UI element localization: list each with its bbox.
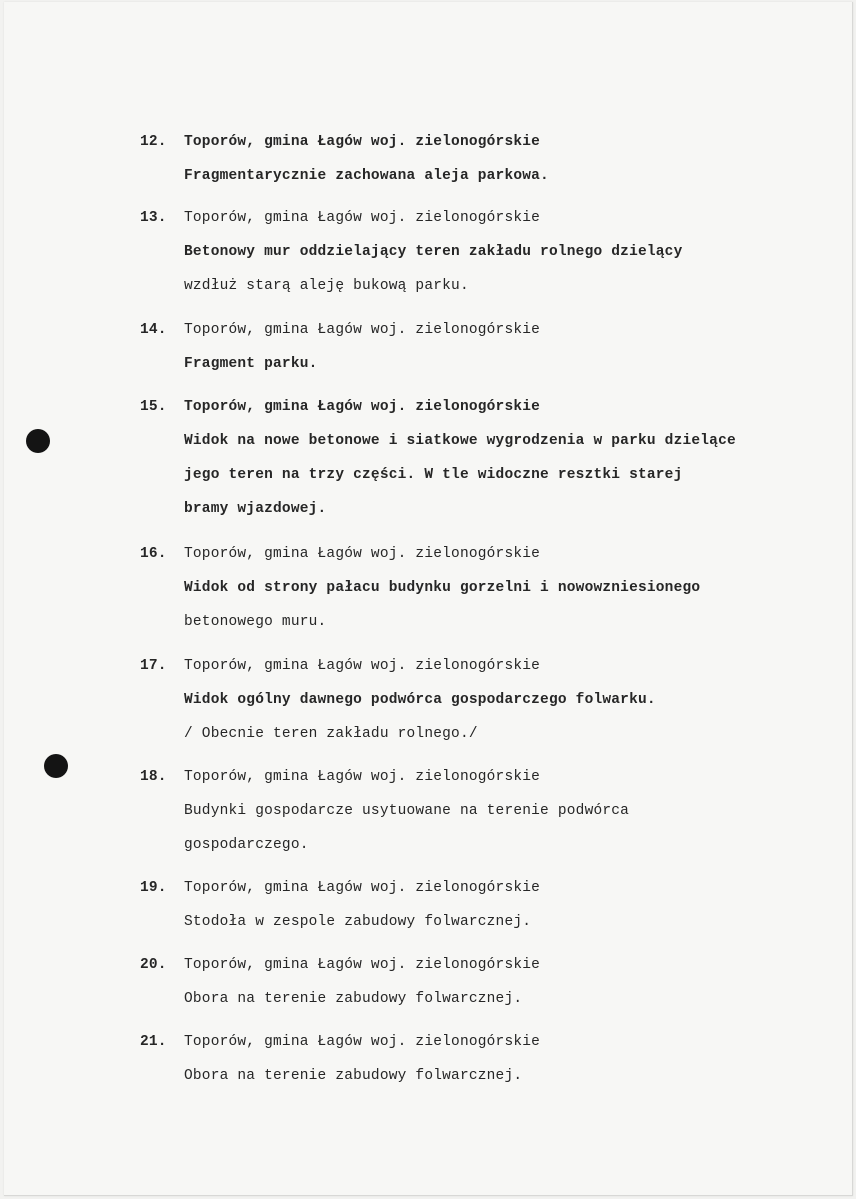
entry-description-line: Obora na terenie zabudowy folwarcznej. <box>184 991 523 1007</box>
punch-hole <box>26 429 50 453</box>
list-item <box>140 876 830 944</box>
list-item <box>140 318 830 386</box>
entry-heading: Toporów, gmina Łagów woj. zielonogórskie <box>184 880 541 896</box>
entry-heading: Toporów, gmina Łagów woj. zielonogórskie <box>184 1034 541 1050</box>
entry-description-line: Fragmentarycznie zachowana aleja parkowa. <box>184 168 549 184</box>
entry-description-line: Obora na terenie zabudowy folwarcznej. <box>184 1068 523 1084</box>
entry-number: 20. <box>140 957 167 973</box>
entry-number: 17. <box>140 658 167 674</box>
entry-heading: Toporów, gmina Łagów woj. zielonogórskie <box>184 210 541 226</box>
entry-description-line: Stodoła w zespole zabudowy folwarcznej. <box>184 914 532 930</box>
entry-number: 19. <box>140 880 167 896</box>
entry-number: 15. <box>140 399 167 415</box>
punch-hole <box>44 754 68 778</box>
entry-description-line: bramy wjazdowej. <box>184 501 327 517</box>
entry-description-line: Widok na nowe betonowe i siatkowe wygrodzenia w parku dzielące <box>184 433 736 449</box>
entry-heading: Toporów, gmina Łagów woj. zielonogórskie <box>184 134 541 150</box>
list-item <box>140 765 830 867</box>
entry-description-line: Widok od strony pałacu budynku gorzelni i nowowzniesionego <box>184 580 701 596</box>
list-item <box>140 953 830 1021</box>
list-item <box>140 1030 830 1098</box>
entry-description-line: Fragment parku. <box>184 356 318 372</box>
list-item <box>140 542 830 644</box>
entry-number: 16. <box>140 546 167 562</box>
entry-number: 14. <box>140 322 167 338</box>
list-item <box>140 395 830 531</box>
document-page <box>4 2 853 1196</box>
entry-heading: Toporów, gmina Łagów woj. zielonogórskie <box>184 322 541 338</box>
entry-description-line: Widok ogólny dawnego podwórca gospodarczego folwarku. <box>184 692 656 708</box>
entry-number: 12. <box>140 134 167 150</box>
entry-heading: Toporów, gmina Łagów woj. zielonogórskie <box>184 957 541 973</box>
list-item <box>140 206 830 308</box>
entry-description-line: gospodarczego. <box>184 837 309 853</box>
entry-number: 13. <box>140 210 167 226</box>
entry-heading: Toporów, gmina Łagów woj. zielonogórskie <box>184 769 541 785</box>
entry-heading: Toporów, gmina Łagów woj. zielonogórskie <box>184 399 541 415</box>
entry-description-line: wzdłuż starą aleję bukową parku. <box>184 278 469 294</box>
entry-description-line: jego teren na trzy części. W tle widoczne resztki starej <box>184 467 683 483</box>
list-item <box>140 654 830 756</box>
entry-description-line: Budynki gospodarcze usytuowane na terenie podwórca <box>184 803 630 819</box>
list-item <box>140 130 830 198</box>
entry-heading: Toporów, gmina Łagów woj. zielonogórskie <box>184 546 541 562</box>
entry-description-line: betonowego muru. <box>184 614 327 630</box>
entry-description-line: / Obecnie teren zakładu rolnego./ <box>184 726 478 742</box>
entry-heading: Toporów, gmina Łagów woj. zielonogórskie <box>184 658 541 674</box>
entry-number: 18. <box>140 769 167 785</box>
entry-description-line: Betonowy mur oddzielający teren zakładu rolnego dzielący <box>184 244 683 260</box>
entry-number: 21. <box>140 1034 167 1050</box>
